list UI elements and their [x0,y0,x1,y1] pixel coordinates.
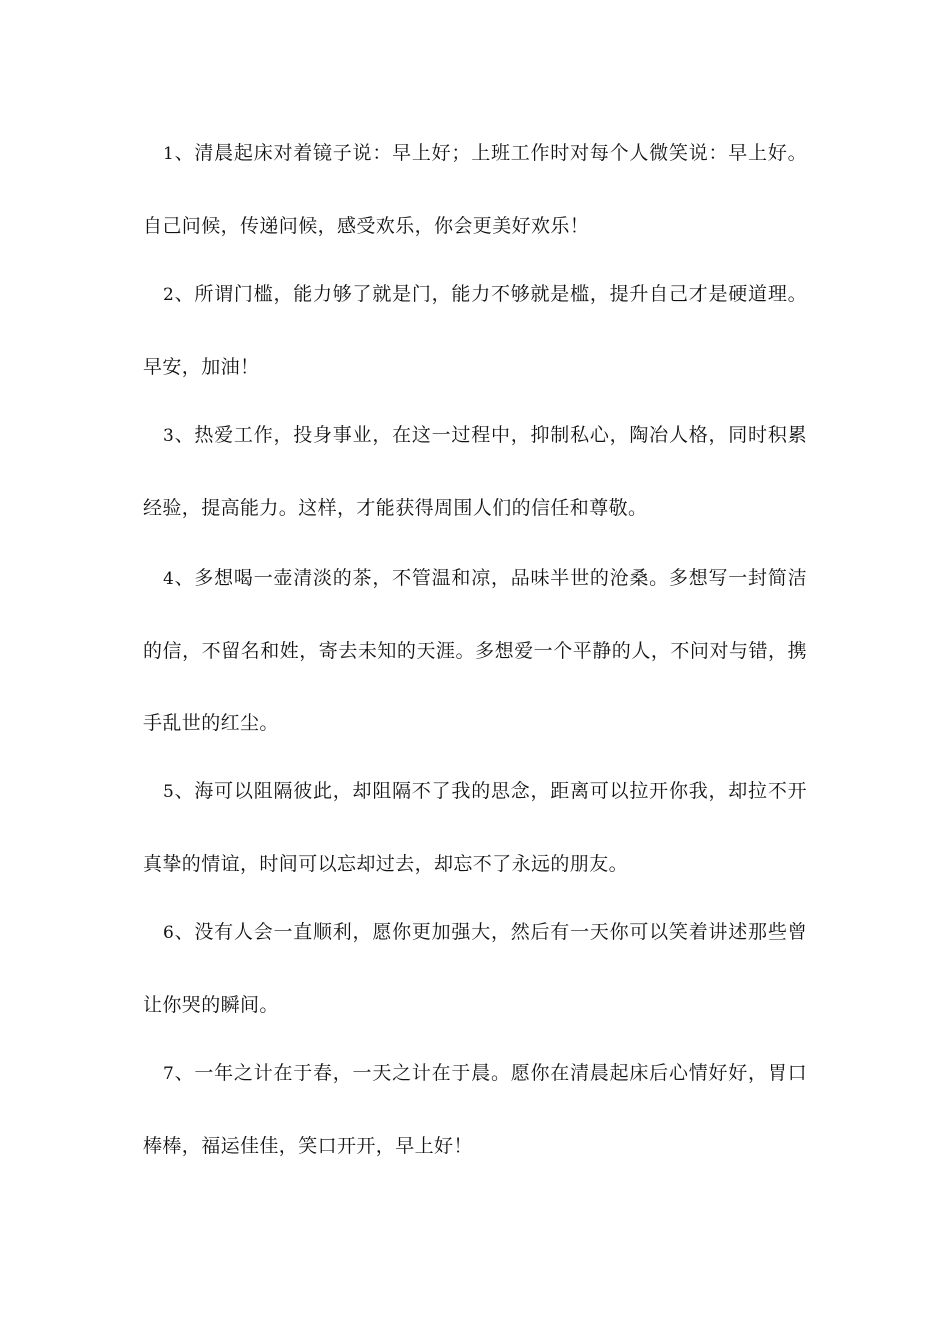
paragraph-4 [143,542,807,759]
paragraph-number: 6 [163,923,175,943]
paragraph-6 [143,896,807,1041]
paragraph-number: 3 [163,426,175,446]
paragraph-text: 、清晨起床对着镜子说：早上好；上班工作时对每个人微笑说：早上好。自己问候，传递问候，感受欢乐，你会更美好欢乐！ [143,142,807,237]
paragraph-text: 、一年之计在于春，一天之计在于晨。愿你在清晨起床后心情好好，胃口棒棒，福运佳佳，笑口开开，早上好！ [143,1062,807,1157]
paragraph-5 [143,755,807,900]
paragraph-number: 5 [163,782,175,802]
paragraph-1 [143,117,807,262]
paragraph-text: 、海可以阻隔彼此，却阻隔不了我的思念，距离可以拉开你我，却拉不开真挚的情谊，时间可以忘却过去，却忘不了永远的朋友。 [143,780,807,875]
paragraph-number: 4 [163,569,175,589]
document-body [143,117,807,1178]
paragraph-number: 7 [163,1064,175,1084]
paragraph-text: 、没有人会一直顺利，愿你更加强大，然后有一天你可以笑着讲述那些曾让你哭的瞬间。 [143,921,807,1016]
paragraph-3 [143,399,807,544]
paragraph-number: 1 [163,144,175,164]
paragraph-text: 、所谓门槛，能力够了就是门，能力不够就是槛，提升自己才是硬道理。早安，加油！ [143,283,807,378]
paragraph-text: 、热爱工作，投身事业，在这一过程中，抑制私心，陶冶人格，同时积累经验，提高能力。这样，才能获得周围人们的信任和尊敬。 [143,424,807,519]
paragraph-number: 2 [163,285,175,305]
paragraph-text: 、多想喝一壶清淡的茶，不管温和凉，品味半世的沧桑。多想写一封简洁的信，不留名和姓，寄去未知的天涯。多想爱一个平静的人，不问对与错，携手乱世的红尘。 [143,567,807,734]
paragraph-7 [143,1037,807,1182]
paragraph-2 [143,258,807,403]
